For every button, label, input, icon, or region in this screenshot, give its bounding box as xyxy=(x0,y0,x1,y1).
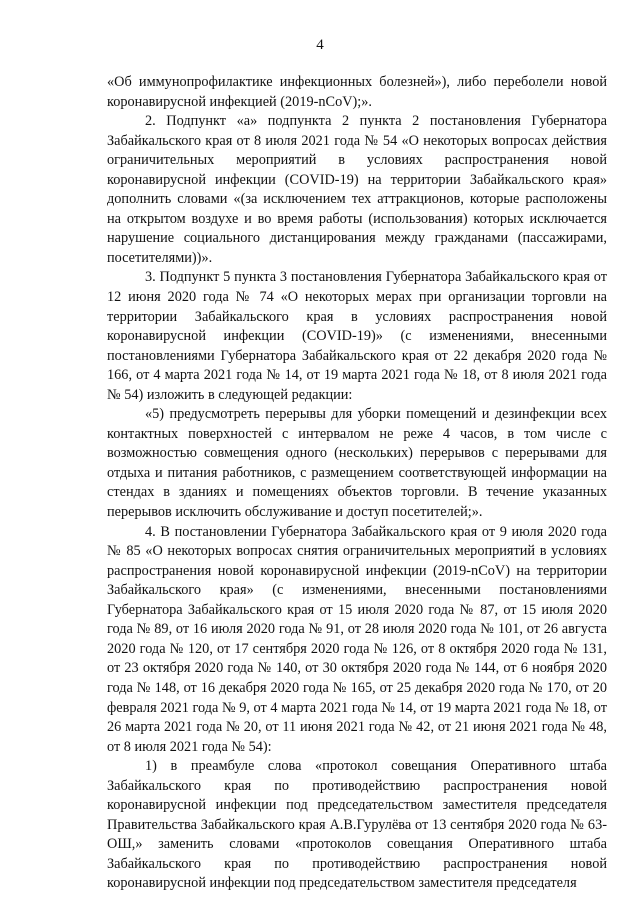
paragraph-quoted-subitem-5: «5) предусмотреть перерывы для уборки помещений и дезинфекции всех контактных поверхностей с интервалом не реже 4 часов, в том числе с возможностью совмещения одного (нескольких) перерывов с перерывами для отдыха и питания работников, с размещением соответствующей информации на стендах в зданиях и помещениях объектов торговли. В течение указанных перерывов исключить обслуживание и доступ посетителей;». xyxy=(107,406,607,521)
document-body xyxy=(107,73,607,894)
paragraph-continuation: «Об иммунопрофилактике инфекционных болезней»), либо переболели новой коронавирусной инфекцией (2019-nCoV);». xyxy=(107,74,607,110)
paragraph-item-4: 4. В постановлении Губернатора Забайкальского края от 9 июля 2020 года № 85 «О некоторых вопросах снятия ограничительных мероприятий в условиях распространения новой коронавирусной инфекции (2019-nCoV) на территории Забайкальского края» (с изменениями, внесенными постановлениями Губернатора Забайкальского края от 15 июля 2020 года № 87, от 15 июля 2020 года № 89, от 16 июля 2020 года № 91, от 28 июля 2020 года № 101, от 26 августа 2020 года № 120, от 17 сентября 2020 года № 126, от 8 октября 2020 года № 131, от 23 октября 2020 года № 140, от 30 октября 2020 года № 144, от 6 ноября 2020 года № 148, от 16 декабря 2020 года № 165, от 25 декабря 2020 года № 170, от 20 февраля 2021 года № 9, от 4 марта 2021 года № 14, от 19 марта 2021 года № 18, от 26 марта 2021 года № 20, от 11 июня 2021 года № 42, от 21 июня 2021 года № 48, от 8 июля 2021 года № 54): xyxy=(107,523,607,755)
paragraph-item-2: 2. Подпункт «а» подпункта 2 пункта 2 постановления Губернатора Забайкальского края от 8 июля 2021 года № 54 «О некоторых вопросах действия ограничительных мероприятий в условиях распространения новой коронавирусной инфекции (COVID-19) на территории Забайкальского края» дополнить словами «(за исключением тех аттракционов, которые расположены на открытом воздухе и во время работы (использования) которых исключается нарушение социального дистанцирования между гражданами (пассажирами, посетителями))». xyxy=(107,113,607,266)
page-number: 4 xyxy=(316,37,324,53)
paragraph-subitem-1: 1) в преамбуле слова «протокол совещания Оперативного штаба Забайкальского края по противодействию распространения новой коронавирусной инфекции под председательством заместителя председателя Правительства Забайкальского края А.В.Гурулёва от 13 сентября 2020 года № 63-ОШ,» заменить словами «протоколов совещания Оперативного штаба Забайкальского края по противодействию распространения новой коронавирусной инфекции под председательством заместителя председателя xyxy=(107,758,607,892)
paragraph-item-3: 3. Подпункт 5 пункта 3 постановления Губернатора Забайкальского края от 12 июня 2020 года № 74 «О некоторых мерах при организации торговли на территории Забайкальского края в условиях распространения новой коронавирусной инфекции (COVID-19)» (с изменениями, внесенными постановлениями Губернатора Забайкальского края от 22 декабря 2020 года № 166, от 4 марта 2021 года № 14, от 19 марта 2021 года № 18, от 8 июля 2021 года № 54) изложить в следующей редакции: xyxy=(107,269,607,403)
